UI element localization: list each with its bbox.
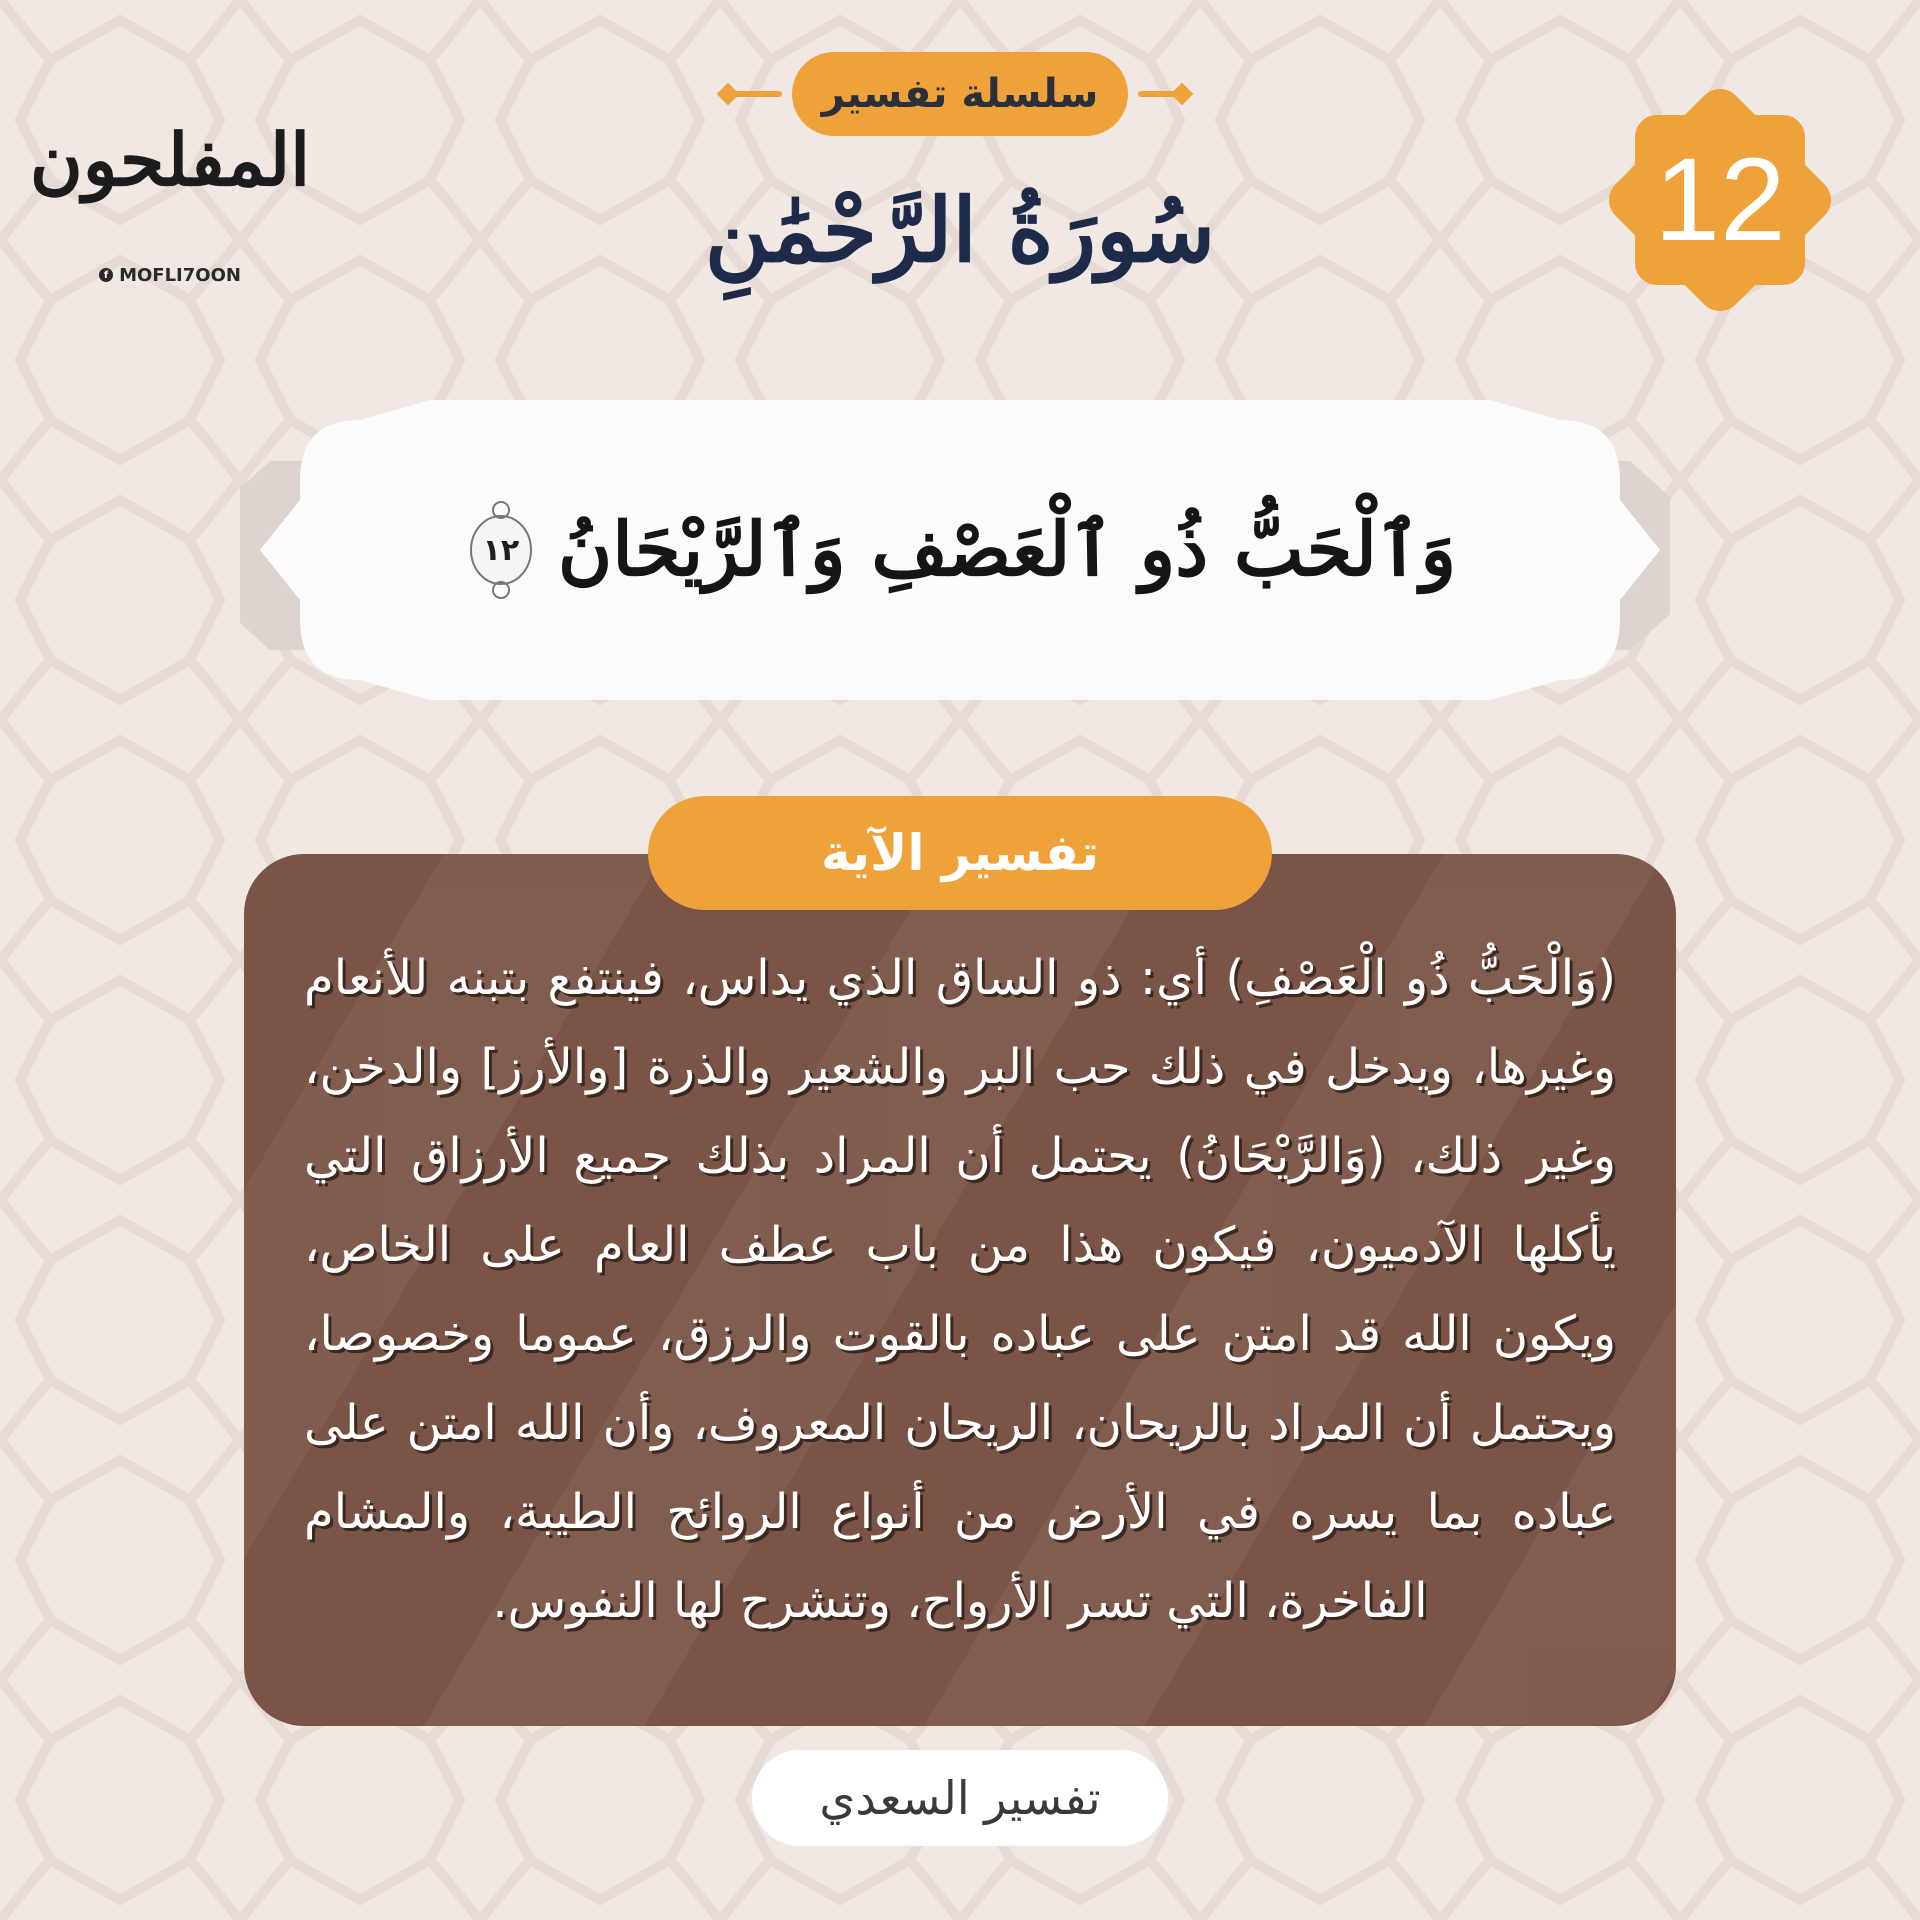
decor-diamond-right — [1171, 83, 1194, 106]
tafsir-box — [244, 854, 1676, 1726]
verse-banner — [240, 400, 1680, 700]
verse-line — [420, 480, 1500, 620]
ayah-number: ١٢ — [482, 532, 520, 568]
tafsir-source: تفسير السعدي — [752, 1750, 1168, 1846]
verse-text: وَٱلْحَبُّ ذُو ٱلْعَصْفِ وَٱلرَّيْحَانُ — [557, 507, 1457, 593]
series-header — [720, 52, 1200, 136]
series-label: سلسلة تفسير — [792, 52, 1128, 136]
tafsir-body: (وَالْحَبُّ ذُو الْعَصْفِ) أي: ذو الساق الذي يداس، فينتفع بتبنه للأنعام وغيرها، ويدخل في ذلك حب البر والشعير والذرة [والأرز] والدخن، وغير ذلك، (وَالرَّيْحَانُ) يحتمل أن المراد بذلك جميع الأرزاق التي يأكلها الآدميون، فيكون هذا من باب عطف العام على الخاص، ويكون الله قد امتن على عباده بالقوت والرزق، عموما وخصوصا، ويحتمل أن المراد بالريحان، الريحان المعروف، وأن الله امتن على عباده بما يسره في الأرض من أنواع الروائح الطيبة، والمشام الفاخرة، التي تسر الأرواح، وتنشرح لها النفوس. — [304, 950, 1616, 1629]
tafsir-label: تفسير الآية — [648, 796, 1272, 910]
brand-logo-calligraphy: المفلحون — [29, 116, 311, 202]
episode-number: 12 — [1654, 134, 1786, 266]
episode-badge — [1580, 60, 1860, 340]
facebook-icon: f — [99, 268, 113, 282]
ayah-end-marker — [464, 498, 538, 602]
social-handle-text: MOFLI7OON — [119, 264, 241, 286]
social-handle — [70, 260, 270, 290]
decor-diamond-left — [717, 83, 740, 106]
brand-logo — [29, 60, 311, 290]
surah-title: سُورَةُ الرَّحْمَٰنِ — [704, 178, 1216, 282]
